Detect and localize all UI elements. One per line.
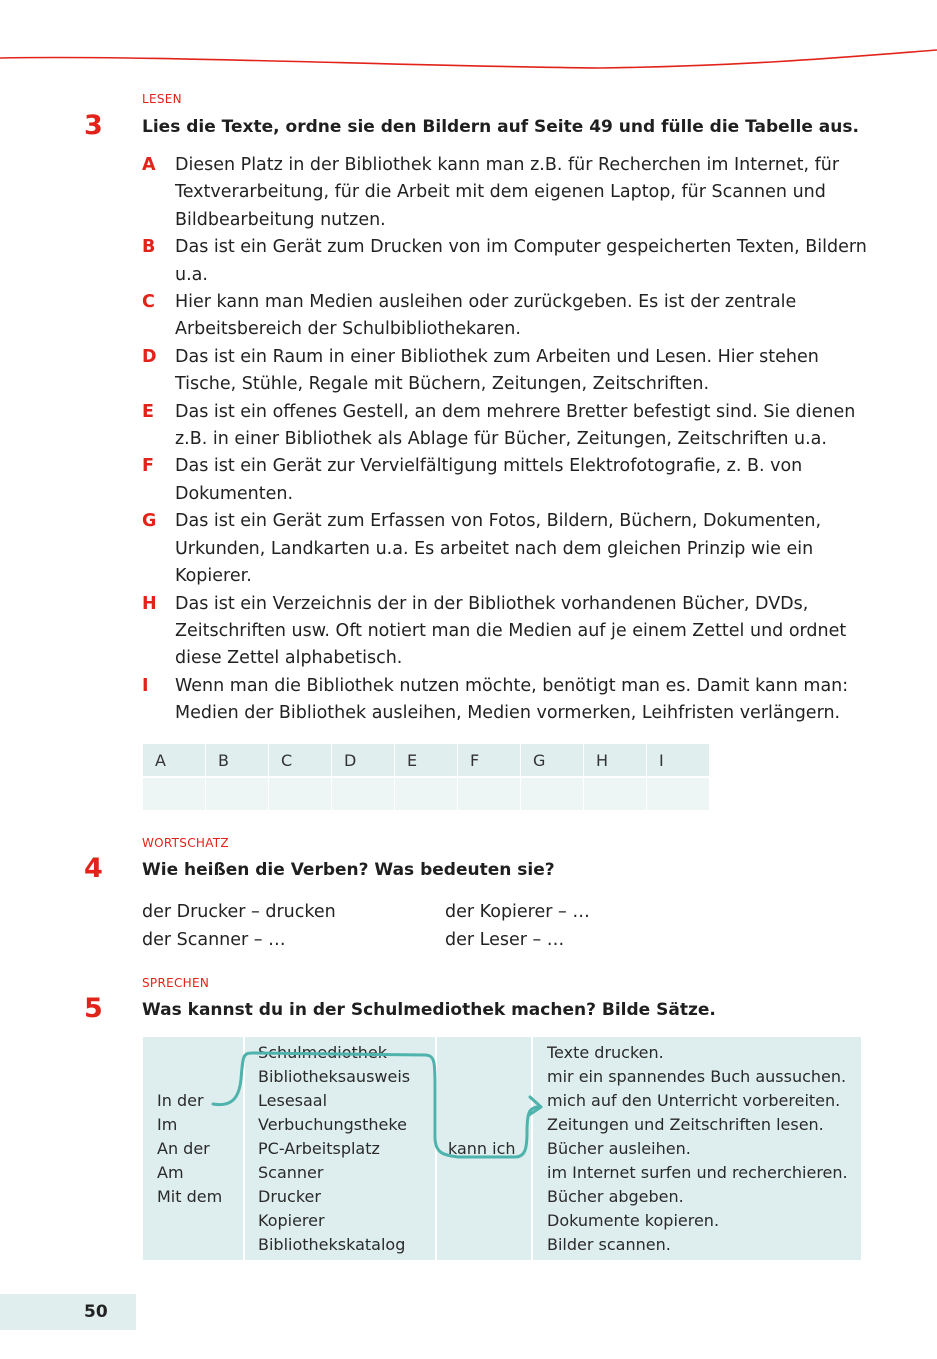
section-label-wortschatz: WORTSCHATZ <box>142 836 229 850</box>
item-letter: I <box>142 675 149 696</box>
activity: Texte drucken. <box>547 1043 664 1062</box>
answer-cell[interactable] <box>521 776 583 810</box>
task-4-instruction: Wie heißen die Verben? Was bedeuten sie? <box>142 860 555 880</box>
activity: im Internet surfen und recherchieren. <box>547 1163 848 1182</box>
activity: mir ein spannendes Buch aussuchen. <box>547 1067 847 1086</box>
item-text: Wenn man die Bibliothek nutzen möchte, benötigt man es. Damit kann man: Medien der Bibliothek ausleihen, Medien vormerken, Leihfristen verlängern. <box>175 675 849 724</box>
answer-header: B <box>206 744 268 776</box>
answer-header: F <box>458 744 520 776</box>
preposition: Mit dem <box>157 1187 223 1206</box>
answer-header: I <box>647 744 709 776</box>
place: Schulmediothek <box>258 1043 388 1062</box>
list-item <box>142 234 867 289</box>
item-letter: F <box>142 456 154 477</box>
header-rule <box>0 40 937 80</box>
verb-pair: der Leser – … <box>445 930 565 950</box>
answer-cell[interactable] <box>647 776 709 810</box>
answer-header: E <box>395 744 457 776</box>
place: Bibliotheksausweis <box>258 1067 411 1086</box>
activity: mich auf den Unterricht vorbereiten. <box>547 1091 841 1110</box>
task-number-3: 3 <box>84 110 103 141</box>
activity: Zeitungen und Zeitschriften lesen. <box>547 1115 824 1134</box>
task-number-4: 4 <box>84 853 103 884</box>
item-text: Das ist ein Gerät zum Drucken von im Computer gespeicherten Texten, Bildern u.a. <box>175 237 867 285</box>
activity: Bücher ausleihen. <box>547 1139 691 1158</box>
answer-header: G <box>521 744 583 776</box>
answer-header: D <box>332 744 394 776</box>
place: Kopierer <box>258 1211 325 1230</box>
verb-pair: der Kopierer – … <box>445 902 590 922</box>
answer-cell[interactable] <box>458 776 520 810</box>
list-item <box>142 591 867 673</box>
item-text: Das ist ein offenes Gestell, an dem mehrere Bretter befestigt sind. Sie dienen z.B. in einer Bibliothek als Ablage für Bücher, Zeitungen, Zeitschriften u.a. <box>175 401 856 450</box>
item-letter: H <box>142 593 157 614</box>
activity: Bilder scannen. <box>547 1235 671 1254</box>
item-text: Das ist ein Verzeichnis der in der Bibliothek vorhandenen Bücher, DVDs, Zeitschriften usw. Oft notiert man die Medien auf je einem Zettel und ordnet diese Zettel alphabetisch. <box>175 593 847 669</box>
answer-cell[interactable] <box>584 776 646 810</box>
connector-arrow-icon <box>143 1037 861 1260</box>
list-item <box>142 453 867 508</box>
verb-pair: der Scanner – … <box>142 930 286 950</box>
verb-column-left <box>142 898 336 954</box>
preposition: Im <box>157 1115 178 1134</box>
item-text: Das ist ein Gerät zum Erfassen von Fotos, Bildern, Büchern, Dokumenten, Urkunden, Landkarten u.a. Es arbeitet nach dem gleichen Prinzip wie ein Kopierer. <box>175 511 822 587</box>
item-letter: D <box>142 346 157 367</box>
preposition: Am <box>157 1163 184 1182</box>
list-item <box>142 508 867 590</box>
place: Bibliothekskatalog <box>258 1235 406 1254</box>
answer-header: C <box>269 744 331 776</box>
list-item <box>142 673 867 728</box>
item-letter: E <box>142 401 154 422</box>
page-number: 50 <box>0 1294 136 1330</box>
item-text: Diesen Platz in der Bibliothek kann man z.B. für Recherchen im Internet, für Textverarbeitung, für die Arbeit mit dem eigenen Laptop, für Scannen und Bildbearbeitung nutzen. <box>175 155 840 230</box>
answer-cell[interactable] <box>395 776 457 810</box>
preposition: An der <box>157 1139 210 1158</box>
preposition: In der <box>157 1091 204 1110</box>
item-letter: G <box>142 511 157 532</box>
task-number-5: 5 <box>84 993 103 1024</box>
verb-pair: der Drucker – drucken <box>142 902 336 922</box>
section-label-lesen: LESEN <box>142 92 182 106</box>
task-5-instruction: Was kannst du in der Schulmediothek machen? Bilde Sätze. <box>142 1000 716 1020</box>
description-list <box>142 152 867 728</box>
answer-table <box>142 744 710 810</box>
answer-cell[interactable] <box>269 776 331 810</box>
list-item <box>142 152 867 234</box>
list-item <box>142 289 867 344</box>
answer-header: H <box>584 744 646 776</box>
verb-phrase: kann ich <box>448 1139 516 1158</box>
item-letter: A <box>142 155 156 175</box>
item-letter: C <box>142 292 155 313</box>
place: PC-Arbeitsplatz <box>258 1139 380 1158</box>
sentence-builder-table <box>143 1037 861 1260</box>
list-item <box>142 344 867 399</box>
item-letter: B <box>142 237 156 258</box>
task-3-instruction: Lies die Texte, ordne sie den Bildern auf Seite 49 und fülle die Tabelle aus. <box>142 117 859 137</box>
place: Lesesaal <box>258 1091 328 1110</box>
place: Drucker <box>258 1187 321 1206</box>
item-text: Das ist ein Gerät zur Vervielfältigung mittels Elektrofotografie, z. B. von Dokumenten. <box>175 456 803 504</box>
answer-cell[interactable] <box>206 776 268 810</box>
item-text: Das ist ein Raum in einer Bibliothek zum Arbeiten und Lesen. Hier stehen Tische, Stühle, Regale mit Büchern, Zeitungen, Zeitschriften. <box>175 346 819 395</box>
answer-cell[interactable] <box>332 776 394 810</box>
activity: Dokumente kopieren. <box>547 1211 720 1230</box>
place: Scanner <box>258 1163 324 1182</box>
verb-column-right <box>445 898 590 954</box>
place: Verbuchungstheke <box>258 1115 407 1134</box>
activity: Bücher abgeben. <box>547 1187 684 1206</box>
answer-header: A <box>143 744 205 776</box>
list-item <box>142 399 867 454</box>
section-label-sprechen: SPRECHEN <box>142 976 210 990</box>
answer-cell[interactable] <box>143 776 205 810</box>
item-text: Hier kann man Medien ausleihen oder zurückgeben. Es ist der zentrale Arbeitsbereich der Schulbibliothekaren. <box>175 292 797 340</box>
